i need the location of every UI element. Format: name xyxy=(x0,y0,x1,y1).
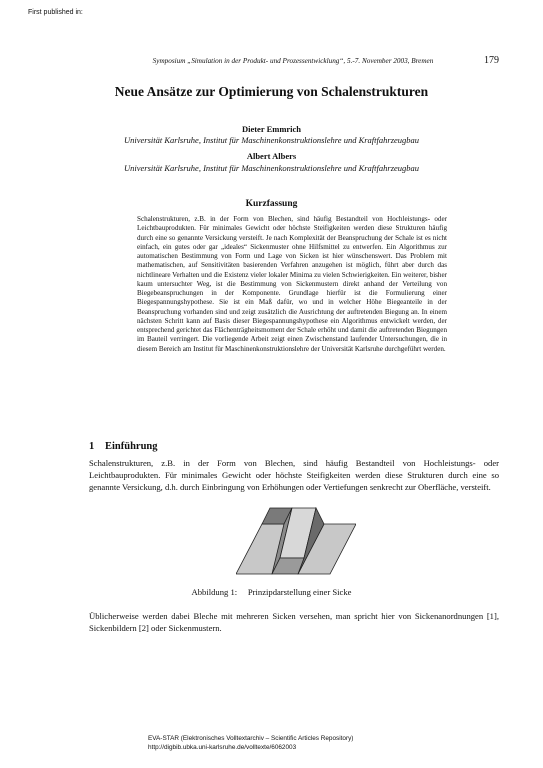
author-name: Dieter Emmrich xyxy=(241,124,302,134)
footer xyxy=(148,734,353,752)
author-affiliation: Universität Karlsruhe, Institut für Maschinenkonstruktionslehre und Kraftfahrzeugbau xyxy=(123,163,420,173)
paper-title: Neue Ansätze zur Optimierung von Schalenstrukturen xyxy=(114,84,429,99)
abstract-text: Schalenstrukturen, z.B. in der Form von Blechen, sind häufig Bestandteil von Hochleistungs- oder Leichtbauprodukten. Für minimales Gewicht oder höchste Steifigkeiten werden diese Strukturen häufig durch eine so genannte Versickung versteift. Je nach Komplexität der Beanspruchung der Schale ist es nicht einfach, ein gutes oder gar „ideales“ Sickenmuster ohne Hilfsmittel zu entwerfen. Ein Algorithmus zur automatischen Bestimmung von Form und Lage von Sicken ist hier wünschenswert. Das Problem mit mathematischen, auf Sensitivitäten basierenden Verfahren anzugehen ist möglich, führt aber durch das nichtlineare Verhalten und die Existenz vieler lokaler Minima zu vielen Schwierigkeiten. Ein weiterer, bisher kaum untersuchter Weg, ist die Bestimmung von Sickenmustern direkt anhand der Verteilung von Biegebeanspruchungen in der Komponente. Grundlage hierfür ist die Formulierung einer Biegespannungshypothese. Sie ist ein Maß dafür, wo und in welcher Höhe Biegeanteile in der Beanspruchung vorhanden sind und zeigt zusätzlich die Ausrichtung der auftretenden Biegung an. In einem nächsten Schritt kann auf Basis dieser Biegespannungshypothese ein Algorithmus entwickelt werden, der entsprechend gerichtet das Flächenträgheitsmoment der Schale erhöht und damit die auftretenden Biegungen im Bauteil verringert. Die vorliegende Arbeit zeigt einen Zwischenstand laufender Untersuchungen, die in diesem Bereich am Institut für Maschinenkonstruktionslehre der Universität Karlsruhe durchgeführt werden. xyxy=(137,215,447,353)
abstract-heading: Kurzfassung xyxy=(245,199,298,209)
body-paragraph: Schalenstrukturen, z.B. in der Form von Blechen, sind häufig Bestandteil von Hochleistungs- oder Leichtbauprodukten. Für minimales Gewicht oder höchste Steifigkeiten werden diese Strukturen durch eine so genannte Versickung, d.h. durch Einbringung von Erhöhungen oder Vertiefungen senkrecht zur Oberfläche, versteift. xyxy=(89,458,499,493)
first-published-note: First published in: xyxy=(28,9,83,16)
page-number: 179 xyxy=(484,55,499,66)
figure-caption: Abbildung 1: Prinzipdarstellung einer Sicke xyxy=(191,587,352,597)
section-heading xyxy=(89,441,158,452)
section-title: Einführung xyxy=(105,441,158,452)
body-paragraph: Üblicherweise werden dabei Bleche mit mehreren Sicken versehen, man spricht hier von Sickenanordnungen [1], Sickenbildern [2] oder Sickenmustern. xyxy=(89,611,499,634)
running-header: Symposium „Simulation in der Produkt- und Prozessentwicklung“, 5.-7. November 2003, Bremen xyxy=(152,57,434,65)
author-name: Albert Albers xyxy=(246,151,297,161)
footer-repository: EVA-STAR (Elektronisches Volltextarchiv – Scientific Articles Repository) xyxy=(148,735,354,742)
author-affiliation: Universität Karlsruhe, Institut für Maschinenkonstruktionslehre und Kraftfahrzeugbau xyxy=(123,135,420,145)
sicke-illustration xyxy=(236,506,356,576)
footer-url[interactable]: http://digbib.ubka.uni-karlsruhe.de/volltexte/6062003 xyxy=(148,744,297,751)
section-number: 1 xyxy=(89,441,95,452)
